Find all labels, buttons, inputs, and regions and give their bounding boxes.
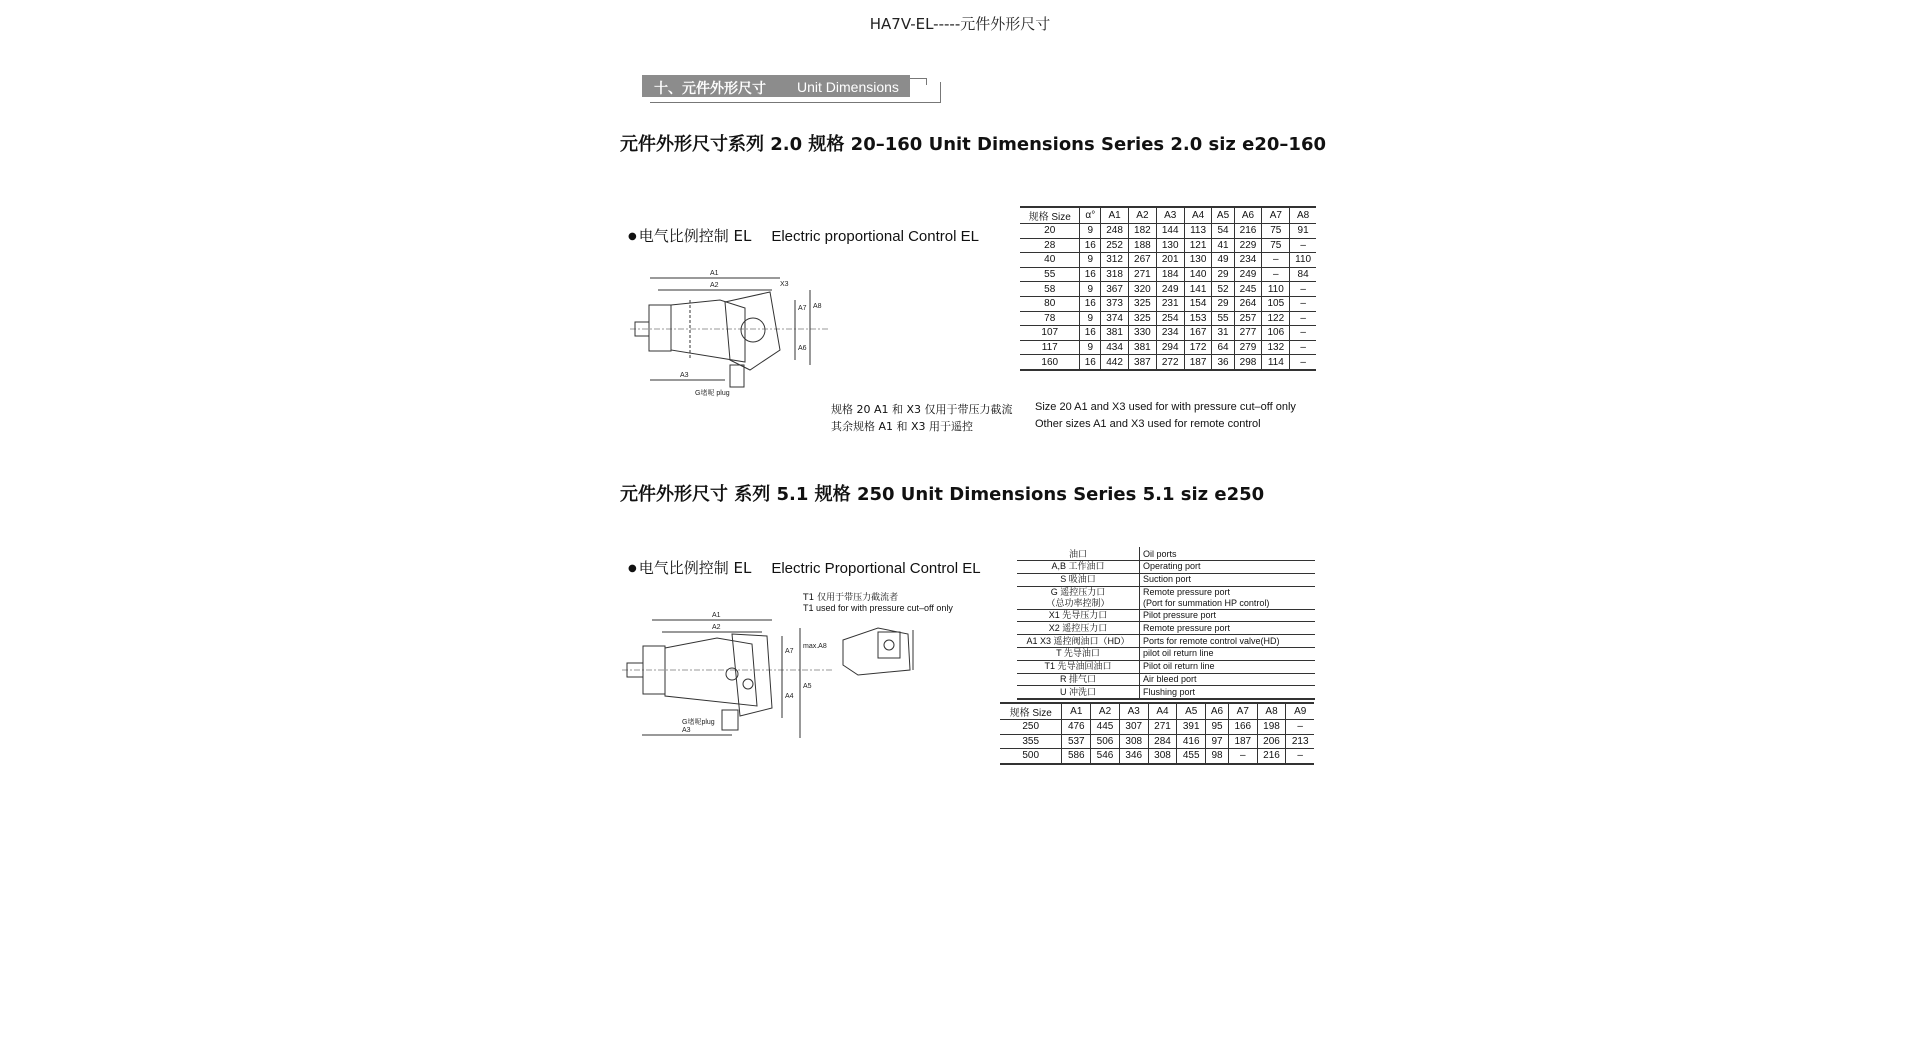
section-tab-cn: 十、元件外形尺寸 xyxy=(654,81,766,97)
table-cell: 49 xyxy=(1212,253,1234,268)
header-size: 规格 Size xyxy=(1000,703,1062,720)
table-cell: Suction port xyxy=(1140,573,1316,586)
table-cell: 277 xyxy=(1234,326,1262,341)
table-cell: 184 xyxy=(1156,267,1184,282)
header-alpha: α° xyxy=(1080,207,1101,224)
table-cell: 298 xyxy=(1234,355,1262,370)
table-cell: Flushing port xyxy=(1140,686,1316,699)
table-cell: 58 xyxy=(1020,282,1080,297)
series1-note-en2: Other sizes A1 and X3 used for remote control xyxy=(1035,418,1261,430)
header-a4: A4 xyxy=(1148,703,1177,720)
table-cell: – xyxy=(1262,267,1290,282)
table-cell: 9 xyxy=(1080,282,1101,297)
port-row xyxy=(1017,660,1315,673)
table-cell: 216 xyxy=(1234,224,1262,239)
table-cell: 107 xyxy=(1020,326,1080,341)
table-cell: 271 xyxy=(1148,720,1177,735)
label-plug: G堵呢plug xyxy=(682,719,715,726)
table-cell: Ports for remote control valve(HD) xyxy=(1140,635,1316,648)
table-cell: 117 xyxy=(1020,340,1080,355)
table-cell: 98 xyxy=(1206,749,1229,764)
header-a4: A4 xyxy=(1184,207,1212,224)
table-row xyxy=(1020,296,1316,311)
header-a2: A2 xyxy=(1128,207,1156,224)
table-cell: 160 xyxy=(1020,355,1080,370)
table-cell: 279 xyxy=(1234,340,1262,355)
table-row xyxy=(1020,267,1316,282)
table-cell: 91 xyxy=(1290,224,1316,239)
table-cell: – xyxy=(1286,749,1314,764)
table-cell: 141 xyxy=(1184,282,1212,297)
table-cell: 586 xyxy=(1062,749,1091,764)
label-a6: A6 xyxy=(798,345,807,352)
table-cell: 271 xyxy=(1128,267,1156,282)
header-a1: A1 xyxy=(1062,703,1091,720)
table-cell: 84 xyxy=(1290,267,1316,282)
table-row xyxy=(1000,734,1314,749)
header-oil-port-en: Oil ports xyxy=(1140,547,1316,561)
series1-bullet-cn: 电气比例控制 EL xyxy=(638,227,752,245)
series1-note-cn1: 规格 20 A1 和 X3 仅用于带压力截流 xyxy=(831,403,1013,416)
table-cell: 308 xyxy=(1148,749,1177,764)
series2-heading: 元件外形尺寸 系列 5.1 规格 250 Unit Dimensions Series 5.1 siz e250 xyxy=(620,484,1265,505)
bullet-dot-icon: ● xyxy=(628,231,637,242)
table-cell: 75 xyxy=(1262,224,1290,239)
label-a3: A3 xyxy=(680,372,689,379)
label-x3: X3 xyxy=(780,281,789,288)
table-cell: 442 xyxy=(1101,355,1129,370)
table-cell: Air bleed port xyxy=(1140,673,1316,686)
series2-bullet-en: Electric Proportional Control EL xyxy=(771,560,981,577)
table-cell: 445 xyxy=(1091,720,1120,735)
table-row xyxy=(1020,282,1316,297)
table-cell: 154 xyxy=(1184,296,1212,311)
control-block xyxy=(725,292,780,370)
table-cell: Pilot pressure port xyxy=(1140,609,1316,622)
table-cell: 110 xyxy=(1262,282,1290,297)
table-cell: 75 xyxy=(1262,238,1290,253)
table-cell: – xyxy=(1290,326,1316,341)
table-cell: 182 xyxy=(1128,224,1156,239)
table-cell: 16 xyxy=(1080,296,1101,311)
table-cell: 373 xyxy=(1101,296,1129,311)
table-cell: 325 xyxy=(1128,296,1156,311)
table-cell: T1 先导油回油口 xyxy=(1017,660,1140,673)
section-tab xyxy=(642,75,937,99)
table-cell: 80 xyxy=(1020,296,1080,311)
header-a7: A7 xyxy=(1228,703,1257,720)
table-cell: 312 xyxy=(1101,253,1129,268)
flange xyxy=(649,305,671,351)
table-cell: 381 xyxy=(1101,326,1129,341)
table-cell: 16 xyxy=(1080,326,1101,341)
table-cell: 325 xyxy=(1128,311,1156,326)
header-oil-port-cn: 油口 xyxy=(1017,547,1140,561)
section-tab-en: Unit Dimensions xyxy=(797,79,899,95)
table-cell: 355 xyxy=(1000,734,1062,749)
table-cell: 16 xyxy=(1080,267,1101,282)
header-a8: A8 xyxy=(1257,703,1286,720)
table-cell: 144 xyxy=(1156,224,1184,239)
table-cell: – xyxy=(1262,253,1290,268)
header-a1: A1 xyxy=(1101,207,1129,224)
table-cell: 416 xyxy=(1177,734,1206,749)
table-cell: 346 xyxy=(1119,749,1148,764)
table-cell: 537 xyxy=(1062,734,1091,749)
table-cell: – xyxy=(1290,282,1316,297)
table-cell: 105 xyxy=(1262,296,1290,311)
table-cell: 9 xyxy=(1080,340,1101,355)
table-cell: 130 xyxy=(1184,253,1212,268)
header-a8: A8 xyxy=(1290,207,1316,224)
table-cell: 9 xyxy=(1080,224,1101,239)
table-cell: 201 xyxy=(1156,253,1184,268)
header-a7: A7 xyxy=(1262,207,1290,224)
table-cell: S 吸油口 xyxy=(1017,573,1140,586)
table-cell: 234 xyxy=(1234,253,1262,268)
label-plug: G堵呢 plug xyxy=(695,390,730,397)
table-cell: 64 xyxy=(1212,340,1234,355)
table-cell: 16 xyxy=(1080,355,1101,370)
header-a5: A5 xyxy=(1177,703,1206,720)
table-row xyxy=(1020,326,1316,341)
table-cell: 381 xyxy=(1128,340,1156,355)
table-cell: 40 xyxy=(1020,253,1080,268)
series1-bullet xyxy=(628,225,979,246)
page-title: HA7V-EL-----元件外形尺寸 xyxy=(869,15,1051,33)
label-a1: A1 xyxy=(712,612,721,619)
table-row xyxy=(1000,720,1314,735)
table-cell: – xyxy=(1290,355,1316,370)
label-a4: A4 xyxy=(785,693,794,700)
table-row xyxy=(1020,311,1316,326)
table-cell: 387 xyxy=(1128,355,1156,370)
series1-dimension-table xyxy=(1020,206,1316,371)
table-cell: 9 xyxy=(1080,253,1101,268)
table-cell: 55 xyxy=(1212,311,1234,326)
table-cell: 250 xyxy=(1000,720,1062,735)
table-cell: 506 xyxy=(1091,734,1120,749)
table-cell: 374 xyxy=(1101,311,1129,326)
label-a1: A1 xyxy=(710,270,719,277)
label-a8: max.A8 xyxy=(803,643,827,650)
table-cell: 132 xyxy=(1262,340,1290,355)
header-a3: A3 xyxy=(1119,703,1148,720)
table-cell: T 先导油口 xyxy=(1017,647,1140,660)
table-cell: 252 xyxy=(1101,238,1129,253)
table-cell: 122 xyxy=(1262,311,1290,326)
table-cell: – xyxy=(1286,720,1314,735)
series2-bullet-cn: 电气比例控制 EL xyxy=(638,559,752,577)
section-tab-frame-corner xyxy=(910,78,927,85)
table-cell: A1 X3 遥控阀油口（HD） xyxy=(1017,635,1140,648)
series2-pump-drawing xyxy=(622,598,832,743)
table-cell: 29 xyxy=(1212,296,1234,311)
series2-dimension-table xyxy=(1000,702,1314,765)
table-cell: 166 xyxy=(1228,720,1257,735)
port-row xyxy=(1017,573,1315,586)
table-cell: pilot oil return line xyxy=(1140,647,1316,660)
table-cell: 455 xyxy=(1177,749,1206,764)
table-cell: 229 xyxy=(1234,238,1262,253)
table-cell: – xyxy=(1290,296,1316,311)
table-cell: Pilot oil return line xyxy=(1140,660,1316,673)
label-a7: A7 xyxy=(785,648,794,655)
table-cell: Remote pressure port xyxy=(1140,622,1316,635)
label-a2: A2 xyxy=(710,282,719,289)
table-cell: 95 xyxy=(1206,720,1229,735)
series1-note-en1: Size 20 A1 and X3 used for with pressure cut–off only xyxy=(1035,401,1296,413)
table-cell: 31 xyxy=(1212,326,1234,341)
table-cell: 55 xyxy=(1020,267,1080,282)
port-row xyxy=(1017,673,1315,686)
label-a8: A8 xyxy=(813,303,822,310)
table-cell: 41 xyxy=(1212,238,1234,253)
table-cell: R 排气口 xyxy=(1017,673,1140,686)
table-cell: 206 xyxy=(1257,734,1286,749)
table-row xyxy=(1020,340,1316,355)
table-cell: 213 xyxy=(1286,734,1314,749)
table-cell: – xyxy=(1290,311,1316,326)
table-row xyxy=(1020,355,1316,370)
table-cell: 16 xyxy=(1080,238,1101,253)
table-cell: 267 xyxy=(1128,253,1156,268)
table-cell: – xyxy=(1228,749,1257,764)
table-cell: 114 xyxy=(1262,355,1290,370)
header-a6: A6 xyxy=(1234,207,1262,224)
label-a3: A3 xyxy=(682,727,691,734)
table-cell: 78 xyxy=(1020,311,1080,326)
table-cell: 97 xyxy=(1206,734,1229,749)
table-cell: 187 xyxy=(1184,355,1212,370)
port-row xyxy=(1017,561,1315,574)
port-row xyxy=(1017,686,1315,699)
table-header-row xyxy=(1017,547,1315,561)
table-cell: 434 xyxy=(1101,340,1129,355)
table-cell: 36 xyxy=(1212,355,1234,370)
table-cell: 52 xyxy=(1212,282,1234,297)
valve-bottom xyxy=(722,710,738,730)
housing xyxy=(665,638,757,706)
table-cell: 20 xyxy=(1020,224,1080,239)
table-cell: U 冲洗口 xyxy=(1017,686,1140,699)
table-cell: 172 xyxy=(1184,340,1212,355)
table-cell: 110 xyxy=(1290,253,1316,268)
table-cell: 272 xyxy=(1156,355,1184,370)
table-cell: 54 xyxy=(1212,224,1234,239)
table-cell: 153 xyxy=(1184,311,1212,326)
table-cell: 234 xyxy=(1156,326,1184,341)
table-cell: 28 xyxy=(1020,238,1080,253)
table-cell: 140 xyxy=(1184,267,1212,282)
valve-bottom xyxy=(730,365,744,387)
table-cell: 257 xyxy=(1234,311,1262,326)
table-cell: 130 xyxy=(1156,238,1184,253)
bullet-dot-icon: ● xyxy=(628,563,637,574)
table-cell: Remote pressure port (Port for summation HP control) xyxy=(1140,586,1316,609)
table-cell: 113 xyxy=(1184,224,1212,239)
series2-t1-note-cn: T1 仅用于带压力截流者 xyxy=(803,593,899,603)
port-row xyxy=(1017,622,1315,635)
table-cell: 330 xyxy=(1128,326,1156,341)
table-cell: 320 xyxy=(1128,282,1156,297)
table-cell: 249 xyxy=(1234,267,1262,282)
table-cell: 294 xyxy=(1156,340,1184,355)
table-cell: 308 xyxy=(1119,734,1148,749)
series2-bullet xyxy=(628,557,981,578)
port-row xyxy=(1017,586,1315,609)
table-cell: 476 xyxy=(1062,720,1091,735)
table-header-row xyxy=(1000,703,1314,720)
header-a3: A3 xyxy=(1156,207,1184,224)
table-cell: 284 xyxy=(1148,734,1177,749)
table-cell: – xyxy=(1290,340,1316,355)
table-row xyxy=(1020,224,1316,239)
table-cell: 249 xyxy=(1156,282,1184,297)
table-cell: X2 遥控压力口 xyxy=(1017,622,1140,635)
table-row xyxy=(1020,238,1316,253)
housing xyxy=(671,300,745,362)
header-a6: A6 xyxy=(1206,703,1229,720)
table-row xyxy=(1020,253,1316,268)
table-cell: 307 xyxy=(1119,720,1148,735)
series1-heading: 元件外形尺寸系列 2.0 规格 20–160 Unit Dimensions Series 2.0 siz e20–160 xyxy=(620,134,1326,155)
table-cell: 106 xyxy=(1262,326,1290,341)
table-cell: G 遥控压力口 （总功率控制） xyxy=(1017,586,1140,609)
table-cell: 245 xyxy=(1234,282,1262,297)
table-cell: 264 xyxy=(1234,296,1262,311)
label-a7: A7 xyxy=(798,305,807,312)
header-a9: A9 xyxy=(1286,703,1314,720)
table-cell: 546 xyxy=(1091,749,1120,764)
table-cell: 318 xyxy=(1101,267,1129,282)
table-cell: 254 xyxy=(1156,311,1184,326)
label-a5: A5 xyxy=(803,683,812,690)
table-cell: A,B 工作油口 xyxy=(1017,561,1140,574)
port-row xyxy=(1017,647,1315,660)
table-cell: Operating port xyxy=(1140,561,1316,574)
table-cell: 216 xyxy=(1257,749,1286,764)
series2-oil-ports-table xyxy=(1017,547,1315,700)
header-a2: A2 xyxy=(1091,703,1120,720)
document-image xyxy=(620,70,1326,770)
table-cell: 29 xyxy=(1212,267,1234,282)
table-cell: 367 xyxy=(1101,282,1129,297)
table-header-row xyxy=(1020,207,1316,224)
series1-bullet-en: Electric proportional Control EL xyxy=(771,228,979,245)
table-cell: 500 xyxy=(1000,749,1062,764)
table-cell: – xyxy=(1290,238,1316,253)
table-cell: 188 xyxy=(1128,238,1156,253)
series2-t1-note-en: T1 used for with pressure cut–off only xyxy=(803,603,953,613)
series1-pump-drawing xyxy=(630,250,830,400)
port-row xyxy=(1017,635,1315,648)
table-cell: X1 先导压力口 xyxy=(1017,609,1140,622)
table-row xyxy=(1000,749,1314,764)
table-cell: 9 xyxy=(1080,311,1101,326)
series1-note-cn2: 其余规格 A1 和 X3 用于遥控 xyxy=(831,420,974,433)
table-cell: 248 xyxy=(1101,224,1129,239)
table-cell: 231 xyxy=(1156,296,1184,311)
table-cell: 198 xyxy=(1257,720,1286,735)
table-cell: 187 xyxy=(1228,734,1257,749)
header-size: 规格 Size xyxy=(1020,207,1080,224)
table-cell: 391 xyxy=(1177,720,1206,735)
port-row xyxy=(1017,609,1315,622)
series2-side-view-drawing xyxy=(838,620,918,680)
label-a2: A2 xyxy=(712,624,721,631)
header-a5: A5 xyxy=(1212,207,1234,224)
table-cell: 167 xyxy=(1184,326,1212,341)
table-cell: 121 xyxy=(1184,238,1212,253)
